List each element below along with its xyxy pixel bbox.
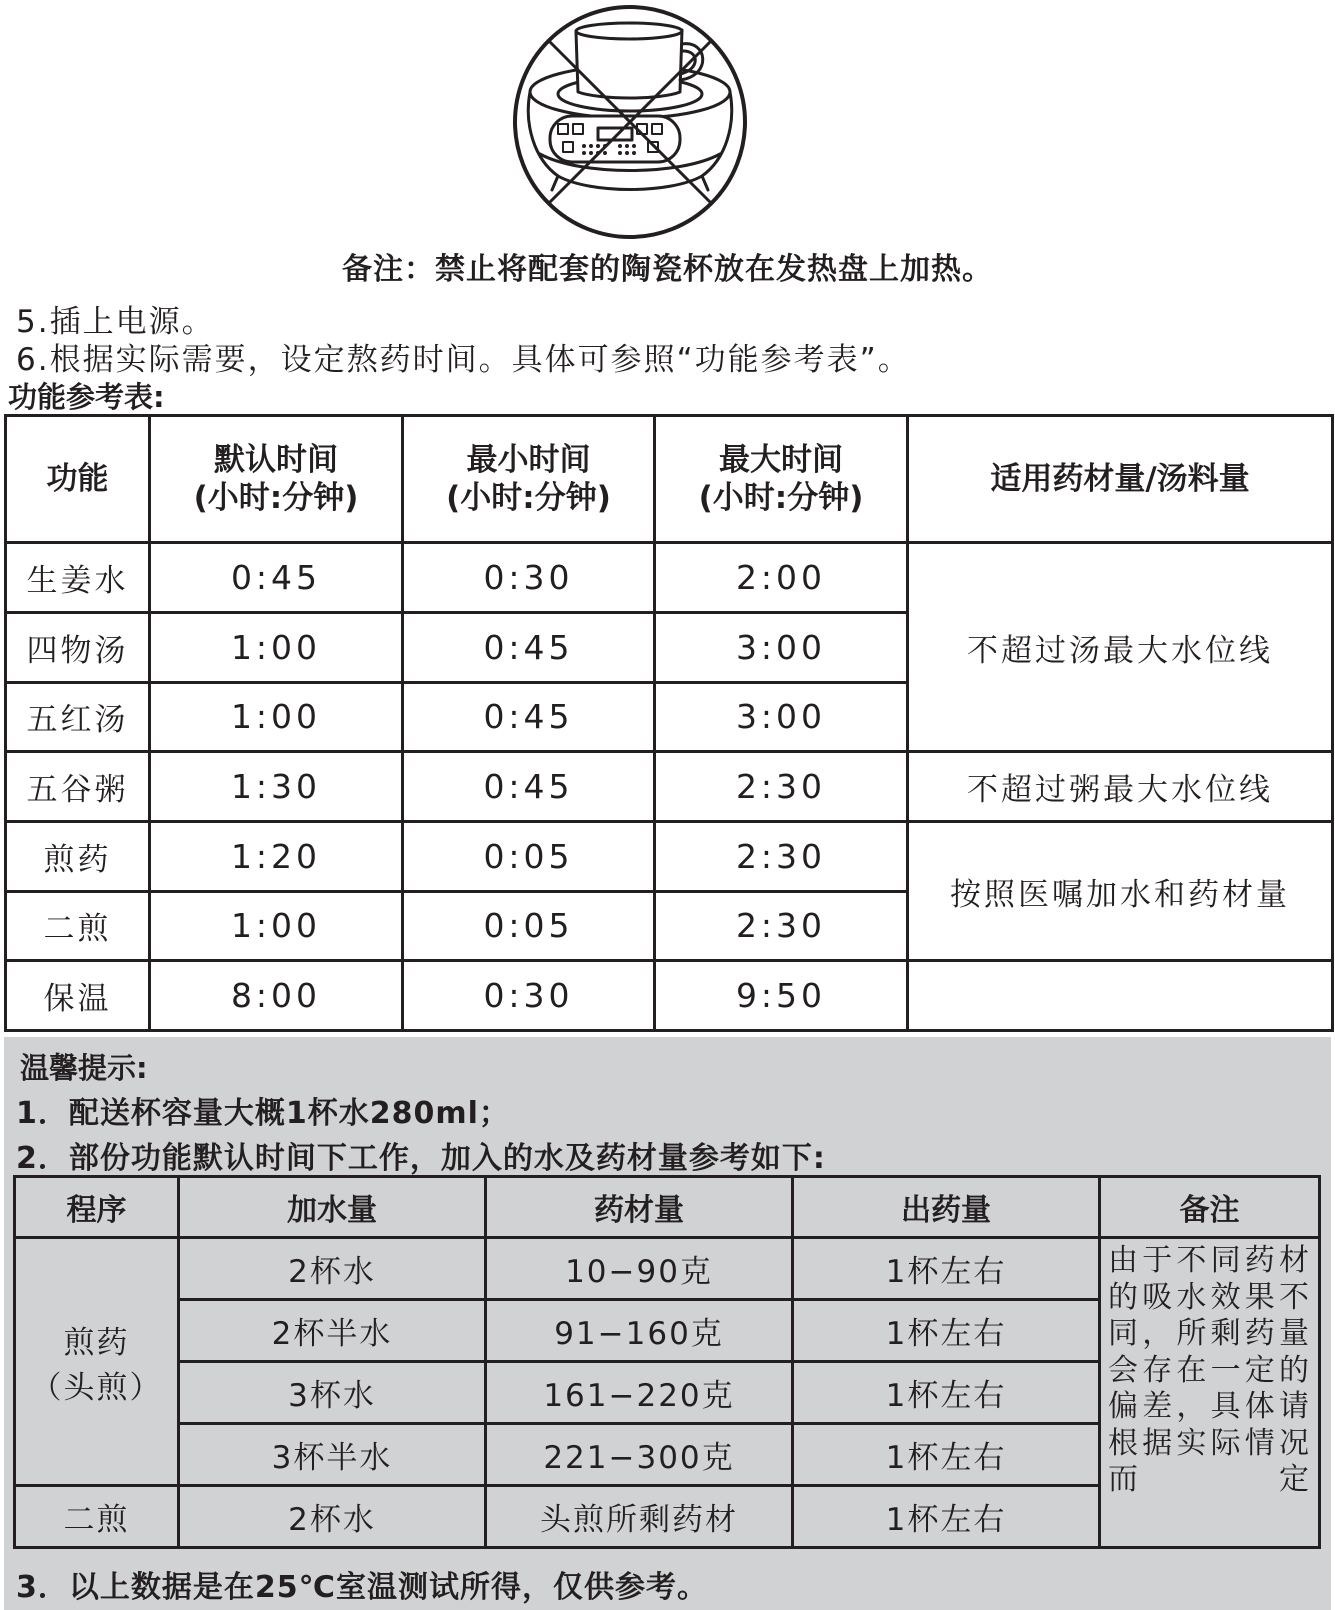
- herb-amount: 221−300克: [486, 1424, 793, 1486]
- max-time: 9:50: [655, 961, 908, 1031]
- tip-1: 1．配送杯容量大概1杯水280ml；: [16, 1096, 510, 1131]
- min-time: 0:30: [403, 543, 655, 613]
- max-time: 2:00: [655, 543, 908, 613]
- table-row: [6, 821, 1333, 891]
- tips-title: 温馨提示:: [20, 1051, 148, 1085]
- water-amount: 2杯水: [179, 1238, 486, 1300]
- amount-group: 不超过汤最大水位线: [908, 543, 1333, 752]
- herb-amount: 头煎所剩药材: [486, 1486, 793, 1548]
- water-amount: 3杯半水: [179, 1424, 486, 1486]
- function-table-title: 功能参考表:: [8, 380, 165, 414]
- function-name: 二煎: [6, 891, 150, 961]
- default-time: 8:00: [150, 961, 403, 1031]
- function-name: 五红汤: [6, 682, 150, 752]
- header-water: 加水量: [179, 1177, 486, 1238]
- output-amount: 1杯左右: [793, 1486, 1100, 1548]
- amount-group: [908, 961, 1333, 1031]
- output-amount: 1杯左右: [793, 1424, 1100, 1486]
- function-reference-table: [4, 414, 1334, 1032]
- table-row: [6, 752, 1333, 822]
- max-time: 2:30: [655, 891, 908, 961]
- table-header-row: [15, 1177, 1320, 1238]
- amount-group: 不超过粥最大水位线: [908, 752, 1333, 822]
- amount-group: 按照医嘱加水和药材量: [908, 821, 1333, 960]
- tip-2: 2．部份功能默认时间下工作，加入的水及药材量参考如下:: [16, 1141, 826, 1176]
- herb-amount: 91−160克: [486, 1300, 793, 1362]
- max-time: 2:30: [655, 821, 908, 891]
- output-amount: 1杯左右: [793, 1362, 1100, 1424]
- header-remark: 备注: [1100, 1177, 1320, 1238]
- program-second-decoction: 二煎: [15, 1486, 179, 1548]
- table-row: [6, 543, 1333, 613]
- header-program: 程序: [15, 1177, 179, 1238]
- min-time: 0:45: [403, 612, 655, 682]
- step-5: 5.插上电源。: [16, 304, 215, 340]
- function-name: 四物汤: [6, 612, 150, 682]
- header-default-time: 默认时间 (小时:分钟): [150, 416, 403, 543]
- step-6: 6.根据实际需要，设定熬药时间。具体可参照“功能参考表”。: [16, 342, 911, 378]
- default-time: 1:00: [150, 891, 403, 961]
- function-name: 煎药: [6, 821, 150, 891]
- min-time: 0:05: [403, 891, 655, 961]
- function-name: 五谷粥: [6, 752, 150, 822]
- water-amount: 3杯水: [179, 1362, 486, 1424]
- min-time: 0:45: [403, 752, 655, 822]
- header-function: 功能: [6, 416, 150, 543]
- header-herbs: 药材量: [486, 1177, 793, 1238]
- remark: 由于不同药材的吸水效果不同，所剩药量会存在一定的偏差，具体请根据实际情况而定: [1100, 1238, 1320, 1548]
- min-time: 0:05: [403, 821, 655, 891]
- output-amount: 1杯左右: [793, 1300, 1100, 1362]
- table-row: [15, 1238, 1320, 1300]
- function-name: 保温: [6, 961, 150, 1031]
- function-name: 生姜水: [6, 543, 150, 613]
- water-herb-table: [13, 1175, 1321, 1549]
- table-header-row: [6, 416, 1333, 543]
- default-time: 1:20: [150, 821, 403, 891]
- default-time: 1:30: [150, 752, 403, 822]
- output-amount: 1杯左右: [793, 1238, 1100, 1300]
- max-time: 3:00: [655, 682, 908, 752]
- water-amount: 2杯水: [179, 1486, 486, 1548]
- max-time: 3:00: [655, 612, 908, 682]
- herb-amount: 161−220克: [486, 1362, 793, 1424]
- min-time: 0:45: [403, 682, 655, 752]
- header-amount: 适用药材量/汤料量: [908, 416, 1333, 543]
- tip-3: 3．以上数据是在25℃室温测试所得，仅供参考。: [16, 1570, 708, 1605]
- default-time: 1:00: [150, 612, 403, 682]
- prohibited-cup-on-heater-icon: [500, 4, 760, 249]
- default-time: 1:00: [150, 682, 403, 752]
- caution-note: 备注：禁止将配套的陶瓷杯放在发热盘上加热。: [342, 252, 993, 287]
- min-time: 0:30: [403, 961, 655, 1031]
- header-min-time: 最小时间 (小时:分钟): [403, 416, 655, 543]
- max-time: 2:30: [655, 752, 908, 822]
- default-time: 0:45: [150, 543, 403, 613]
- header-max-time: 最大时间 (小时:分钟): [655, 416, 908, 543]
- herb-amount: 10−90克: [486, 1238, 793, 1300]
- water-amount: 2杯半水: [179, 1300, 486, 1362]
- header-output: 出药量: [793, 1177, 1100, 1238]
- table-row: [6, 961, 1333, 1031]
- program-first-decoction: 煎药 （头煎）: [15, 1238, 179, 1486]
